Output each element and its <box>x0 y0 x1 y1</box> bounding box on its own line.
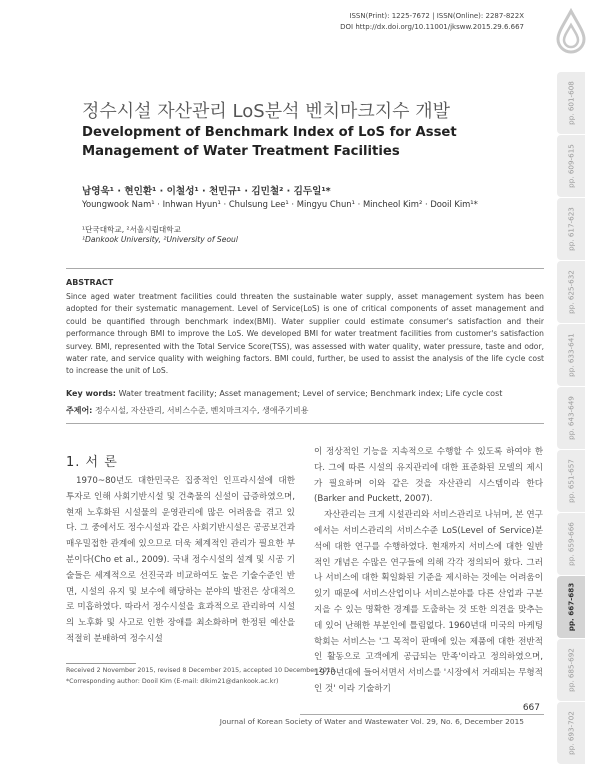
body-left-column <box>66 474 295 648</box>
body-paragraph: 이 정상적인 기능을 지속적으로 수행할 수 있도록 하여야 한다. 그에 따른 시설의 유지관리에 대한 표준화된 모델의 제시가 필요하며 이와 같은 것을 자산관리 시스템이라 한다(Barker and Puckett, 2007). <box>314 447 543 505</box>
page-tab-label: pp. 667-683 <box>566 582 576 632</box>
page-tab[interactable] <box>557 135 585 197</box>
page-tab[interactable] <box>557 198 585 260</box>
page-tab-label: pp. 633-641 <box>566 333 576 377</box>
page-tab-label: pp. 643-649 <box>566 396 576 440</box>
doi-line: DOI http://dx.doi.org/10.11001/jksww.2015.29.6.667 <box>340 23 524 31</box>
affiliations-english: ¹Dankook University, ²University of Seoul <box>82 235 238 244</box>
keywords-english <box>66 389 502 398</box>
body-right-column <box>314 445 543 698</box>
page-number: 667 <box>522 703 540 713</box>
page-tab[interactable] <box>557 513 585 575</box>
page-tab-label: pp. 601-608 <box>566 81 576 125</box>
page-tab[interactable] <box>557 639 585 701</box>
page-tab[interactable] <box>557 324 585 386</box>
page-tab[interactable] <box>557 261 585 323</box>
page-tab[interactable] <box>557 72 585 134</box>
page-tab-label: pp. 609-615 <box>566 144 576 188</box>
keywords-korean <box>66 405 308 416</box>
footnote-rule <box>66 663 136 664</box>
authors-korean: 남영욱¹ · 현인환¹ · 이철성¹ · 천민규¹ · 김민철² · 김두일¹* <box>82 186 331 197</box>
body-paragraph: 자산관리는 크게 시설관리와 서비스관리로 나뉘며, 본 연구에서는 서비스관리의 서비스수준 LoS(Level of Service)분석에 대한 연구를 수행하였다. 현재까지 서비스에 대한 일반적인 개념은 수많은 연구들에 의해 각각 정의되어 왔다. 그러나 서비스에 대한 획일화된 기준을 제시하는 것에는 어려움이 있기 때문에 서비스산업이나 서비스분야를 다른 산업과 구분 지을 수 있는 명확한 경계를 도출하는 것 또한 의견을 맞추는데 있어 난해한 부분인에 틀림없다. 1960년대 미국의 마케팅학회는 서비스는 '그 목적이 판매에 있는 제품에 대한 전반적인 활동으로 고객에게 공급되는 만족'이라고 정의하였으며, 1970년대에 들어서면서 서비스를 '시장에서 거래되는 무형적인 것' 이라 기술하기 <box>314 510 543 694</box>
keywords-korean-label: 주제어: <box>66 406 93 415</box>
water-drop-icon <box>554 8 588 54</box>
keywords-korean-text: 정수시설, 자산관리, 서비스수준, 벤치마크지수, 생애주기비용 <box>94 406 309 415</box>
body-paragraph: 1970~80년도 대한민국은 집중적인 인프라시설에 대한 투자로 인해 사회기반시설 및 건축물의 신설이 급증하였으며, 현재 노후화된 시설물의 운영관리에 많은 어려움을 겪고 있다. 그 중에서도 정수시설과 같은 사회기반시설은 공공보건과 매우밀접한 관계에 있으므로 더욱 체계적인 관리가 필요한 부분이다(Cho et al., 2009). 국내 정수시설의 설계 및 시공 기술들은 세계적으로 선진국과 비교하여도 높은 기술수준인 반면, 시설의 유지 및 보수에 해당하는 분야의 발전은 상대적으로 미흡하였다. 따라서 정수시설을 효과적으로 관리하여 시설의 노후화 및 사고로 인한 장애를 최소화하며 한정된 예산을 적절히 분배하여 정수시설 <box>66 476 295 644</box>
page-tab[interactable] <box>557 450 585 512</box>
affiliations-korean: ¹단국대학교, ²서울시립대학교 <box>82 225 181 234</box>
keywords-english-text: Water treatment facility; Asset management; Level of service; Benchmark index; Life cycle cost <box>118 389 503 398</box>
section-heading: 1. 서 론 <box>66 455 118 470</box>
keywords-bottom-rule <box>66 423 544 424</box>
page-tab-label: pp. 685-692 <box>566 648 576 692</box>
corresponding-author: *Corresponding author: Dooil Kim (E-mail: dikim21@dankook.ac.kr) <box>66 678 279 685</box>
footer-rule <box>300 714 544 715</box>
page-tab-label: pp. 651-657 <box>566 459 576 503</box>
page-tab[interactable] <box>557 702 585 764</box>
abstract-body: Since aged water treatment facilities could threaten the sustainable water supply, asset management system has been adopted for their systematic management. Level of Service(LoS) is one of critical components of asset management and could be quantified through benchmark index(BMI). Water supplier could estimate consumer's satisfaction and their performance through BMI to improve the LoS. We developed BMI for water treatment facilities from customer's satisfaction survey. BMI, represented with the Total Service Score(TSS), was assessed with water quality, water pressure, taste and odor, water rate, and service quality with weighing factors. BMI could, further, be used to assist the analysis of the life cycle cost to increase the unit of LoS. <box>66 292 544 376</box>
page-tab-label: pp. 659-666 <box>566 522 576 566</box>
page-tab-label: pp. 617-623 <box>566 207 576 251</box>
page-tab-label: pp. 693-702 <box>566 711 576 755</box>
journal-citation: Journal of Korean Society of Water and Wastewater Vol. 29, No. 6, December 2015 <box>219 717 524 726</box>
keywords-english-label: Key words: <box>66 389 117 398</box>
authors-english: Youngwook Nam¹ · Inhwan Hyun¹ · Chulsung Lee¹ · Mingyu Chun¹ · Mincheol Kim² · Dooil Kim¹* <box>82 199 478 209</box>
title-english: Development of Benchmark Index of LoS for Asset Management of Water Treatment Facilities <box>82 125 457 159</box>
abstract-heading: ABSTRACT <box>66 278 114 287</box>
page-tab-active[interactable] <box>557 576 585 638</box>
received-dates: Received 2 November 2015, revised 8 December 2015, accepted 10 December 2015. <box>66 667 337 674</box>
issn-line: ISSN(Print): 1225-7672 | ISSN(Online): 2287-822X <box>349 12 524 20</box>
page-tab-label: pp. 625-632 <box>566 270 576 314</box>
page-tab[interactable] <box>557 387 585 449</box>
abstract-top-rule <box>66 268 544 269</box>
title-korean: 정수시설 자산관리 LoS분석 벤치마크지수 개발 <box>82 101 451 122</box>
